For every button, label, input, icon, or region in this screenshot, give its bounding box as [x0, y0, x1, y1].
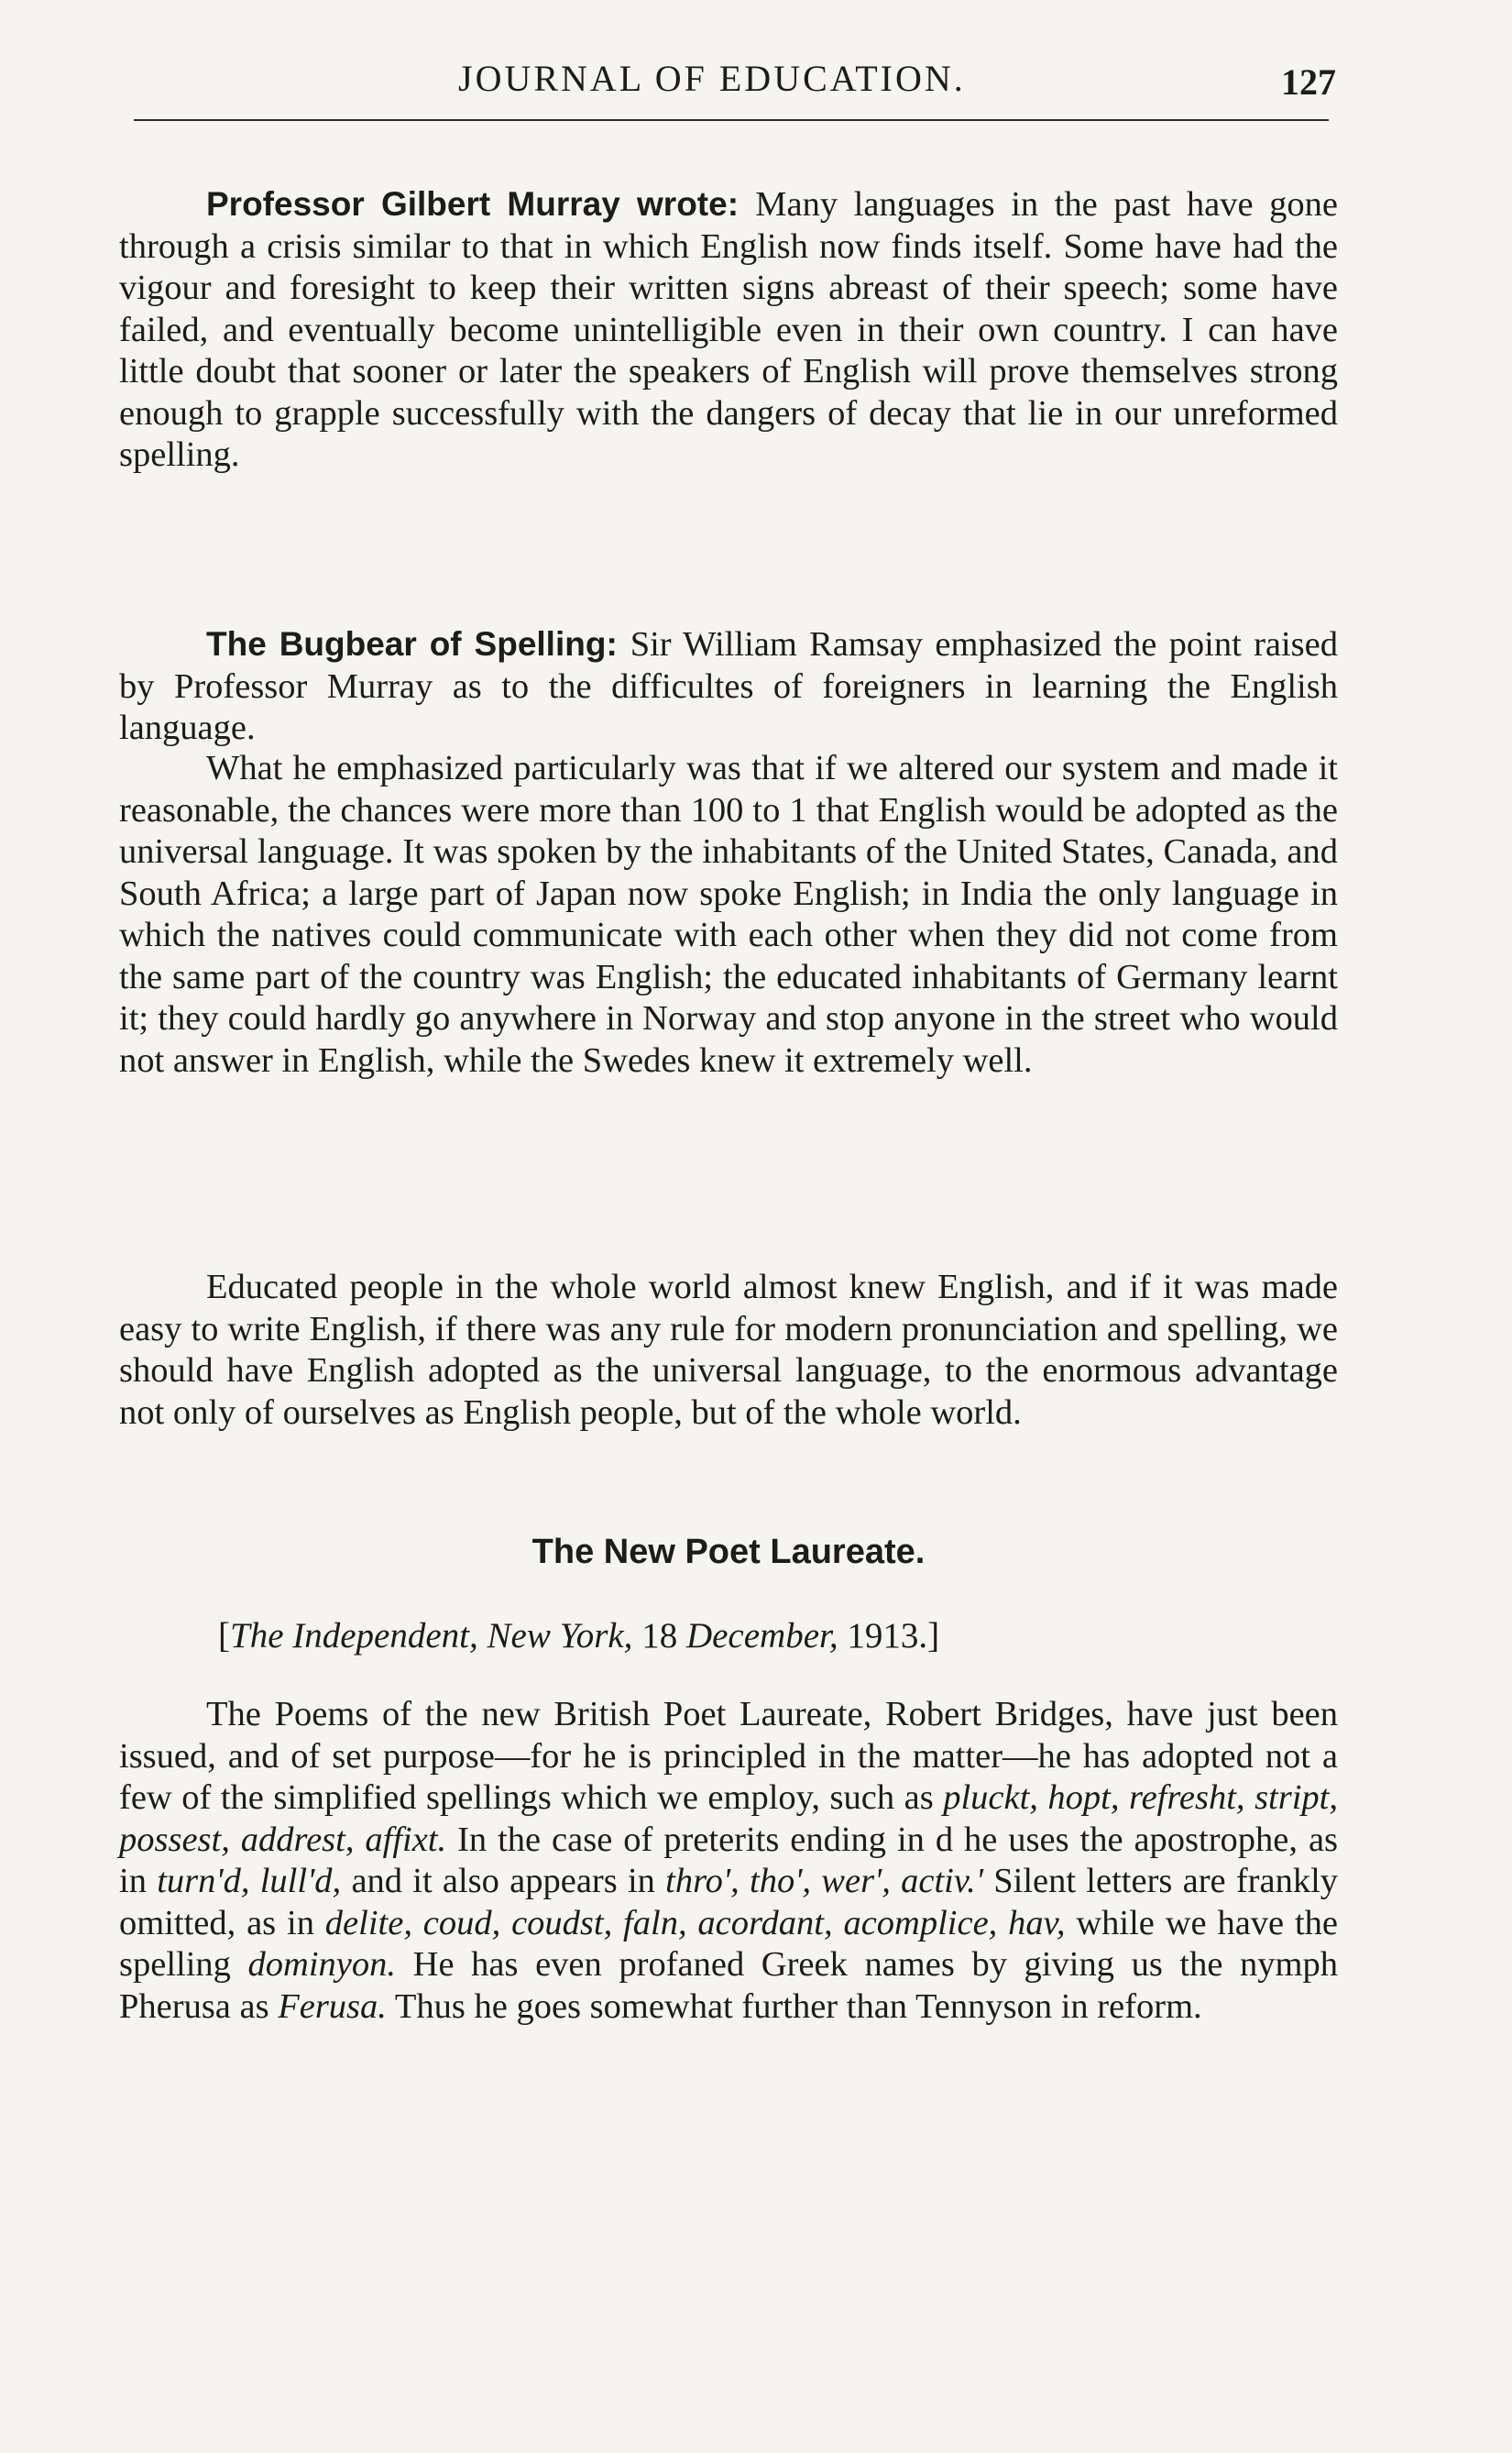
journal-title: JOURNAL OF EDUCATION. [458, 58, 966, 99]
source-citation: [The Independent, New York, 18 December, 1913.] [218, 1616, 940, 1656]
header-rule [134, 119, 1329, 121]
spelling-examples: Ferusa. [278, 1986, 387, 2026]
bugbear-paragraph-2: What he emphasized particularly was that if we altered our system and made it reasonable, the chances were more than 100 to 1 that English would be adopted as the universal language. It was spoken by the inhabitants of the United States, Canada, and South Africa; a large part of Japan now spoke English; in India the only language in which the natives could communicate with each other when they did not come from the same part of the country was English; the educated inhabitants of Germany learnt it; they could hardly go anywhere in Norway and stop anyone in the street who would not answer in English, while the Swedes knew it extremely well. [119, 749, 1338, 1080]
bugbear-text: Sir William Ramsay emphasized the point raised by Professor Murray as to the difficultes of foreigners in learning the English language. [119, 625, 1338, 747]
spelling-examples: pluckt, hopt, refresht, stript, possest, addrest, affixt. [119, 1778, 1338, 1859]
section-heading: The New Poet Laureate. [531, 1533, 926, 1571]
bugbear-paragraph-3: Educated people in the whole world almost knew English, and if it was made easy to write English, if there was any rule for modern pronunciation and spelling, we should have English adopted as the universal language, to the enormous advantage not only of ourselves as English people, but of the whole world. [119, 1268, 1338, 1432]
poet-paragraph: The Poems of the new British Poet Laureate, Robert Bridges, have just been issued, and of set purpose—for he is principled in the matter—he has adopted not a few of the simplified spellings which we employ, such as pluckt, hopt, refresht, stript, possest, addrest, affixt. In the case of preterits ending in d he uses the apostrophe, as in turn'd, lull'd, and it also appears in thro', tho', wer', activ.' Silent letters are frankly omitted, as in delite, coud, coudst, faln, acordant, acomplice, hav, while we have the spelling dominyon. He has even profaned Greek names by giving us the nymph Pherusa as Ferusa. Thus he goes somewhat further than Tennyson in reform. [119, 1695, 1339, 2026]
spelling-examples: thro', tho', wer', activ.' [665, 1862, 983, 1900]
spelling-examples: turn'd, lull'd, [157, 1862, 342, 1900]
murray-heading: Professor Gilbert Murray wrote [206, 185, 728, 223]
spelling-examples: delite, coud, coudst, faln, acordant, acomplice, hav, [324, 1903, 1066, 1942]
page-number: 127 [1281, 61, 1336, 103]
journal-page [119, 0, 1338, 2453]
page-header [119, 57, 1338, 112]
bugbear-paragraph: The Bugbear of Spelling: Sir William Ramsay emphasized the point raised by Professor Murray as to the difficultes of foreigners in learning the English language. [119, 625, 1338, 747]
murray-paragraph: Professor Gilbert Murray wrote: Many languages in the past have gone through a crisis similar to that in which English now finds itself. Some have had the vigour and foresight to keep their written signs abreast of their speech; some have failed, and eventually become unintelligible even in their own country. I can have little doubt that sooner or later the speakers of English will prove themselves strong enough to grapple successfully with the dangers of decay that lie in our unreformed spelling. [119, 185, 1338, 474]
spelling-examples: dominyon. [247, 1945, 397, 1984]
murray-text: Many languages in the past have gone through a crisis similar to that in which English now finds itself. Some have had the vigour and foresight to keep their written signs abreast of their speech; some have failed, and eventually become unintelligible even in their own country. I can have little doubt that sooner or later the speakers of English will prove themselves strong enough to grapple successfully with the dangers of decay that lie in our unreformed spelling. [119, 185, 1338, 474]
bugbear-heading: The Bugbear of Spelling [206, 625, 607, 663]
source-publication: The Independent, New York, [230, 1616, 633, 1656]
